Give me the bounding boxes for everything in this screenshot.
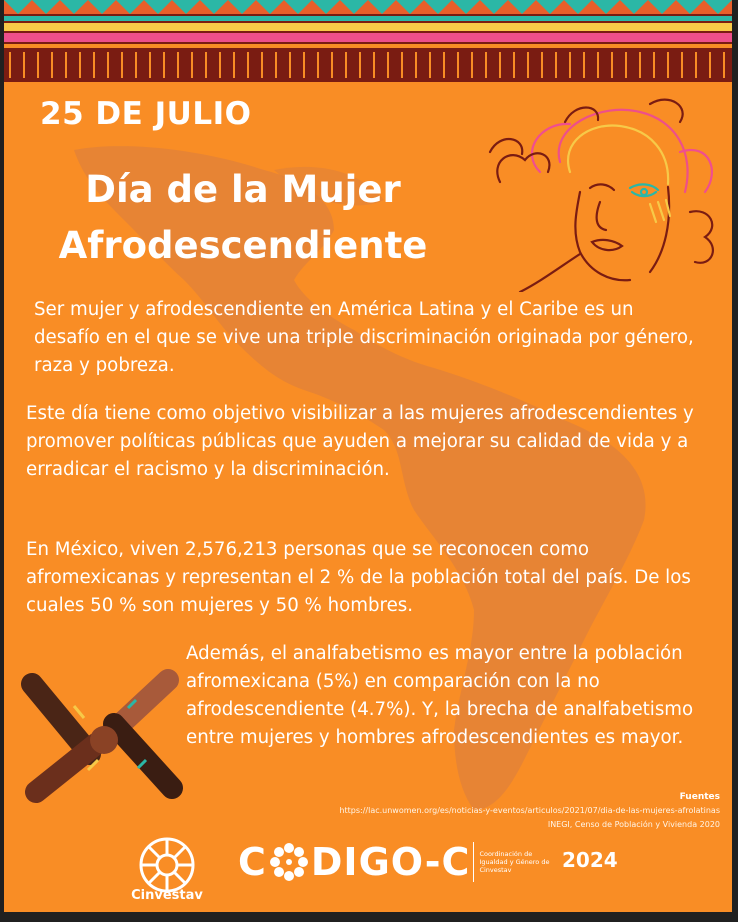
year-label: 2024 [562, 848, 618, 872]
codigo-c-letter: C [238, 840, 267, 884]
codigo-c-flower-icon [269, 842, 309, 882]
codigo-c-logo [238, 836, 555, 888]
sources-label: Fuentes [679, 792, 720, 802]
paragraph-4: Además, el analfabetismo es mayor entre la población afromexicana (5%) en comparación con la no afrodescendiente (4.7%). Y, la brecha de analfabetismo entre mujeres y hombres afrodescendientes es mayor. [186, 643, 694, 748]
page-title [4, 162, 482, 274]
source-census: INEGI, Censo de Población y Vivienda 2020 [547, 820, 720, 829]
logo-divider [473, 842, 474, 882]
paragraph-1: Ser mujer y afrodescendiente en América Latina y el Caribe es un desafío en el que se vive una triple discriminación originada por género, raza y pobreza. [34, 299, 694, 376]
paragraph-2: Este día tiene como objetivo visibilizar a las mujeres afrodescendientes y promover políticas públicas que ayuden a mejorar su calidad de vida y a erradicar el racismo y la discriminación. [26, 403, 694, 480]
codigo-c-description: Coordinación de Igualdad y Género de Cinvestav [479, 850, 550, 874]
clasped-hands-illustration [18, 664, 188, 810]
source-link[interactable]: https://lac.unwomen.org/es/noticias-y-eventos/articulos/2021/07/dia-de-las-mujeres-afrolatinas [339, 806, 720, 815]
codigo-c-text: DIGO-C [310, 840, 471, 884]
sources [339, 790, 720, 832]
paragraph-3: En México, viven 2,576,213 personas que se reconocen como afromexicanas y representan el 2 % de la población total del país. De los cuales 50 % son mujeres y 50 % hombres. [26, 539, 691, 616]
cinvestav-label: Cinvestav [131, 888, 203, 903]
woman-portrait-illustration [480, 92, 730, 292]
title-line-1: Día de la Mujer [85, 168, 401, 211]
poster [4, 0, 732, 912]
title-line-2: Afrodescendiente [58, 224, 428, 267]
date-heading: 25 DE JULIO [40, 96, 252, 132]
